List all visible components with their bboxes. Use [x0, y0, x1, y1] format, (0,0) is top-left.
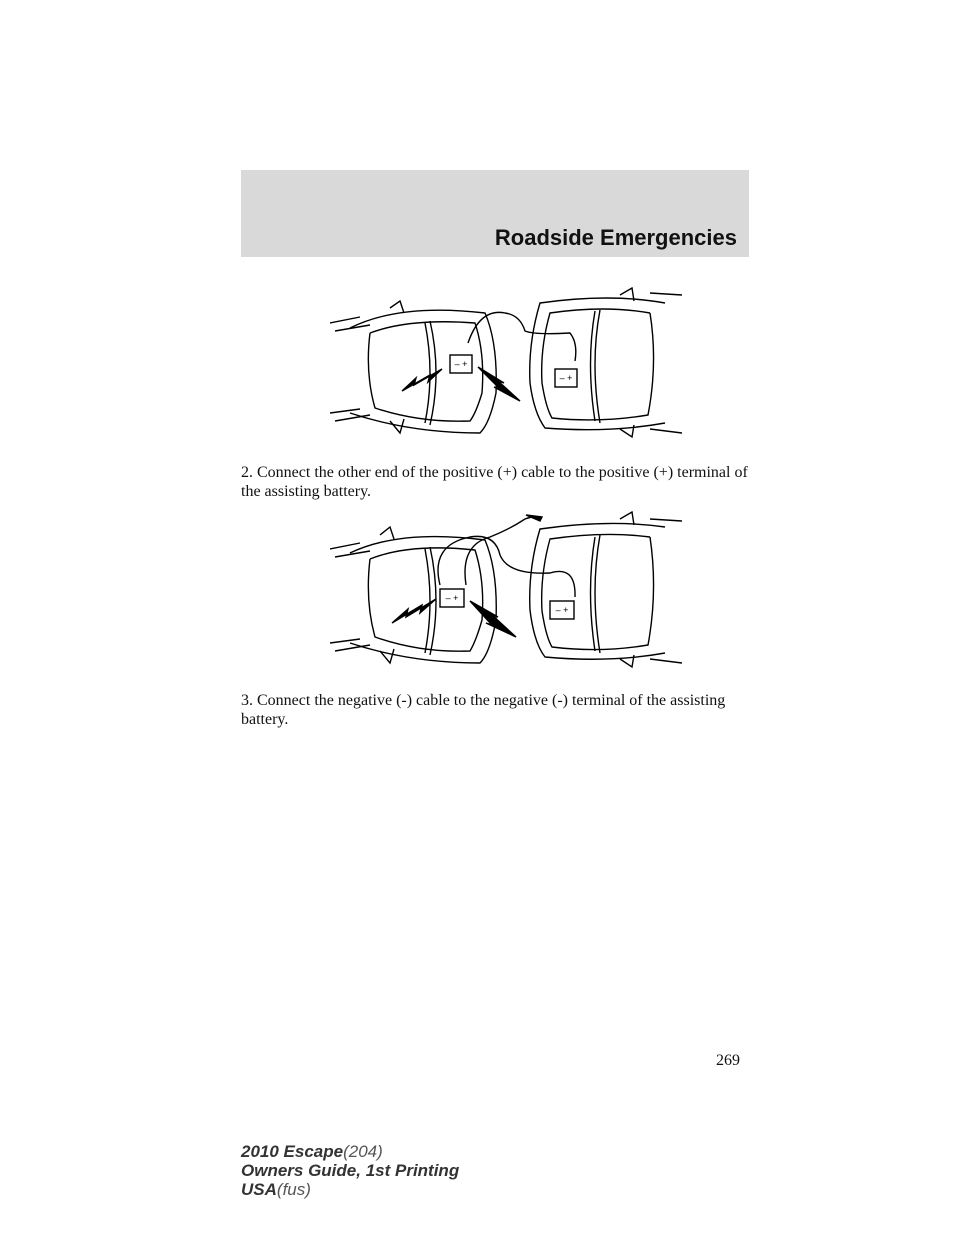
footer-printing: Owners Guide, 1st Printing — [241, 1161, 460, 1180]
footer-model: 2010 Escape — [241, 1142, 344, 1161]
assisting-vehicle-illustration — [530, 512, 682, 667]
jump-start-figure-2 — [330, 505, 682, 675]
spark-bolt-right — [478, 367, 520, 401]
footer-market: USA — [241, 1180, 277, 1199]
battery-terminal-label: – + — [454, 359, 468, 369]
battery-terminal-label: – + — [559, 373, 573, 383]
page-number: 269 — [716, 1052, 740, 1069]
assisting-vehicle-illustration — [530, 288, 682, 437]
jump-start-figure-1 — [330, 283, 682, 443]
footer-line-2 — [241, 1161, 459, 1180]
step-2-text: 2. Connect the other end of the positive (+) cable to the positive (+) terminal of the assisting battery. — [241, 464, 748, 500]
jumper-cable — [468, 312, 576, 361]
battery-terminal-label: – + — [555, 605, 569, 615]
step-3-text: 3. Connect the negative (-) cable to the negative (-) terminal of the assisting battery. — [241, 692, 726, 728]
footer-market-code: (fus) — [276, 1180, 311, 1199]
disabled-battery-icon — [450, 355, 472, 373]
disabled-vehicle-illustration — [330, 527, 496, 663]
footer-line-3 — [241, 1180, 459, 1199]
footer-model-code: (204) — [343, 1142, 383, 1161]
battery-terminal-label: – + — [445, 593, 459, 603]
footer-line-1 — [241, 1142, 459, 1161]
document-footer — [241, 1142, 459, 1199]
assisting-battery-icon — [550, 601, 574, 619]
assisting-battery-icon — [555, 369, 577, 387]
jumper-cable-connected — [438, 536, 575, 597]
disabled-battery-icon — [440, 589, 464, 607]
section-title: Roadside Emergencies — [494, 225, 737, 250]
section-header-band — [241, 170, 749, 257]
